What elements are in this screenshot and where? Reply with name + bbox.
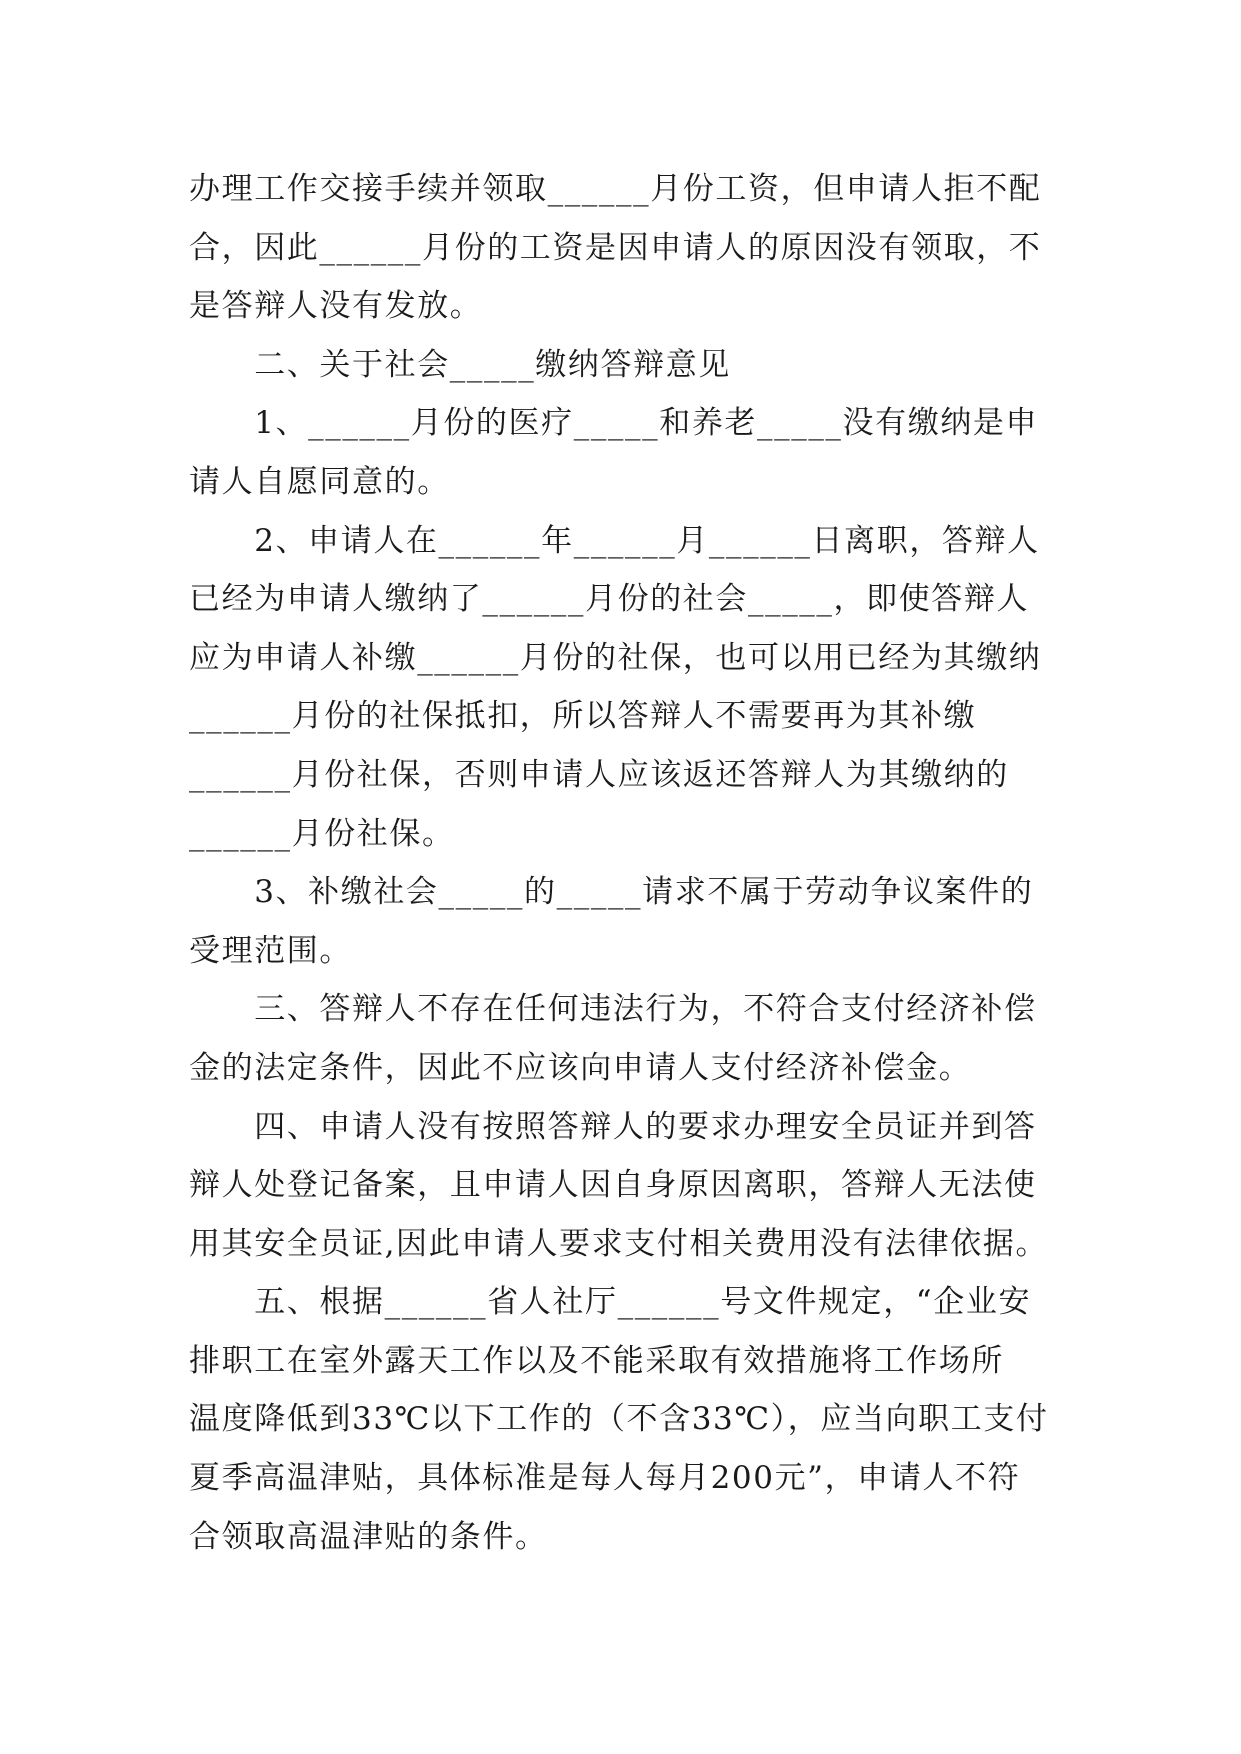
text-line: 合领取高温津贴的条件。 [189, 1518, 548, 1555]
text-line: 1、______月份的医疗_____和养老_____没有缴纳是申 [189, 405, 1039, 442]
text-line: 排职工在室外露天工作以及不能采取有效措施将工作场所 [189, 1342, 1004, 1379]
text-line: ______月份社保。 [189, 815, 455, 852]
text-line: 五、根据______省人社厅______号文件规定，“企业安 [189, 1284, 1032, 1321]
text-line: 辩人处登记备案，且申请人因自身原因离职，答辩人无法使 [189, 1167, 1037, 1204]
text-line: 四、申请人没有按照答辩人的要求办理安全员证并到答 [189, 1108, 1037, 1145]
text-line: 用其安全员证,因此申请人要求支付相关费用没有法律依据。 [189, 1225, 1049, 1262]
text-line: 已经为申请人缴纳了______月份的社会_____，即使答辩人 [189, 581, 1030, 618]
text-line: 请人自愿同意的。 [189, 463, 450, 500]
text-line: 2、申请人在______年______月______日离职，答辩人 [189, 522, 1040, 559]
document-body [189, 160, 1065, 1566]
section-heading: 二、关于社会_____缴纳答辩意见 [189, 346, 731, 383]
text-line: ______月份的社保抵扣，所以答辩人不需要再为其补缴 [189, 698, 977, 735]
text-line: 3、补缴社会_____的_____请求不属于劳动争议案件的 [189, 874, 1034, 911]
text-line: 夏季高温津贴，具体标准是每人每月200元”，申请人不符 [189, 1460, 1021, 1497]
text-line: 温度降低到33℃以下工作的（不含33℃），应当向职工支付 [189, 1401, 1049, 1438]
text-line: 三、答辩人不存在任何违法行为，不符合支付经济补偿 [189, 991, 1037, 1028]
text-line: 是答辩人没有发放。 [189, 288, 483, 325]
text-line: 办理工作交接手续并领取______月份工资，但申请人拒不配 [189, 171, 1042, 207]
text-line: 应为申请人补缴______月份的社保，也可以用已经为其缴纳 [189, 639, 1042, 676]
text-line: 受理范围。 [189, 932, 352, 969]
text-line: 金的法定条件，因此不应该向申请人支付经济补偿金。 [189, 1049, 972, 1086]
text-line: ______月份社保，否则申请人应该返还答辩人为其缴纳的 [189, 756, 1009, 793]
text-line: 合，因此______月份的工资是因申请人的原因没有领取，不 [189, 229, 1042, 266]
